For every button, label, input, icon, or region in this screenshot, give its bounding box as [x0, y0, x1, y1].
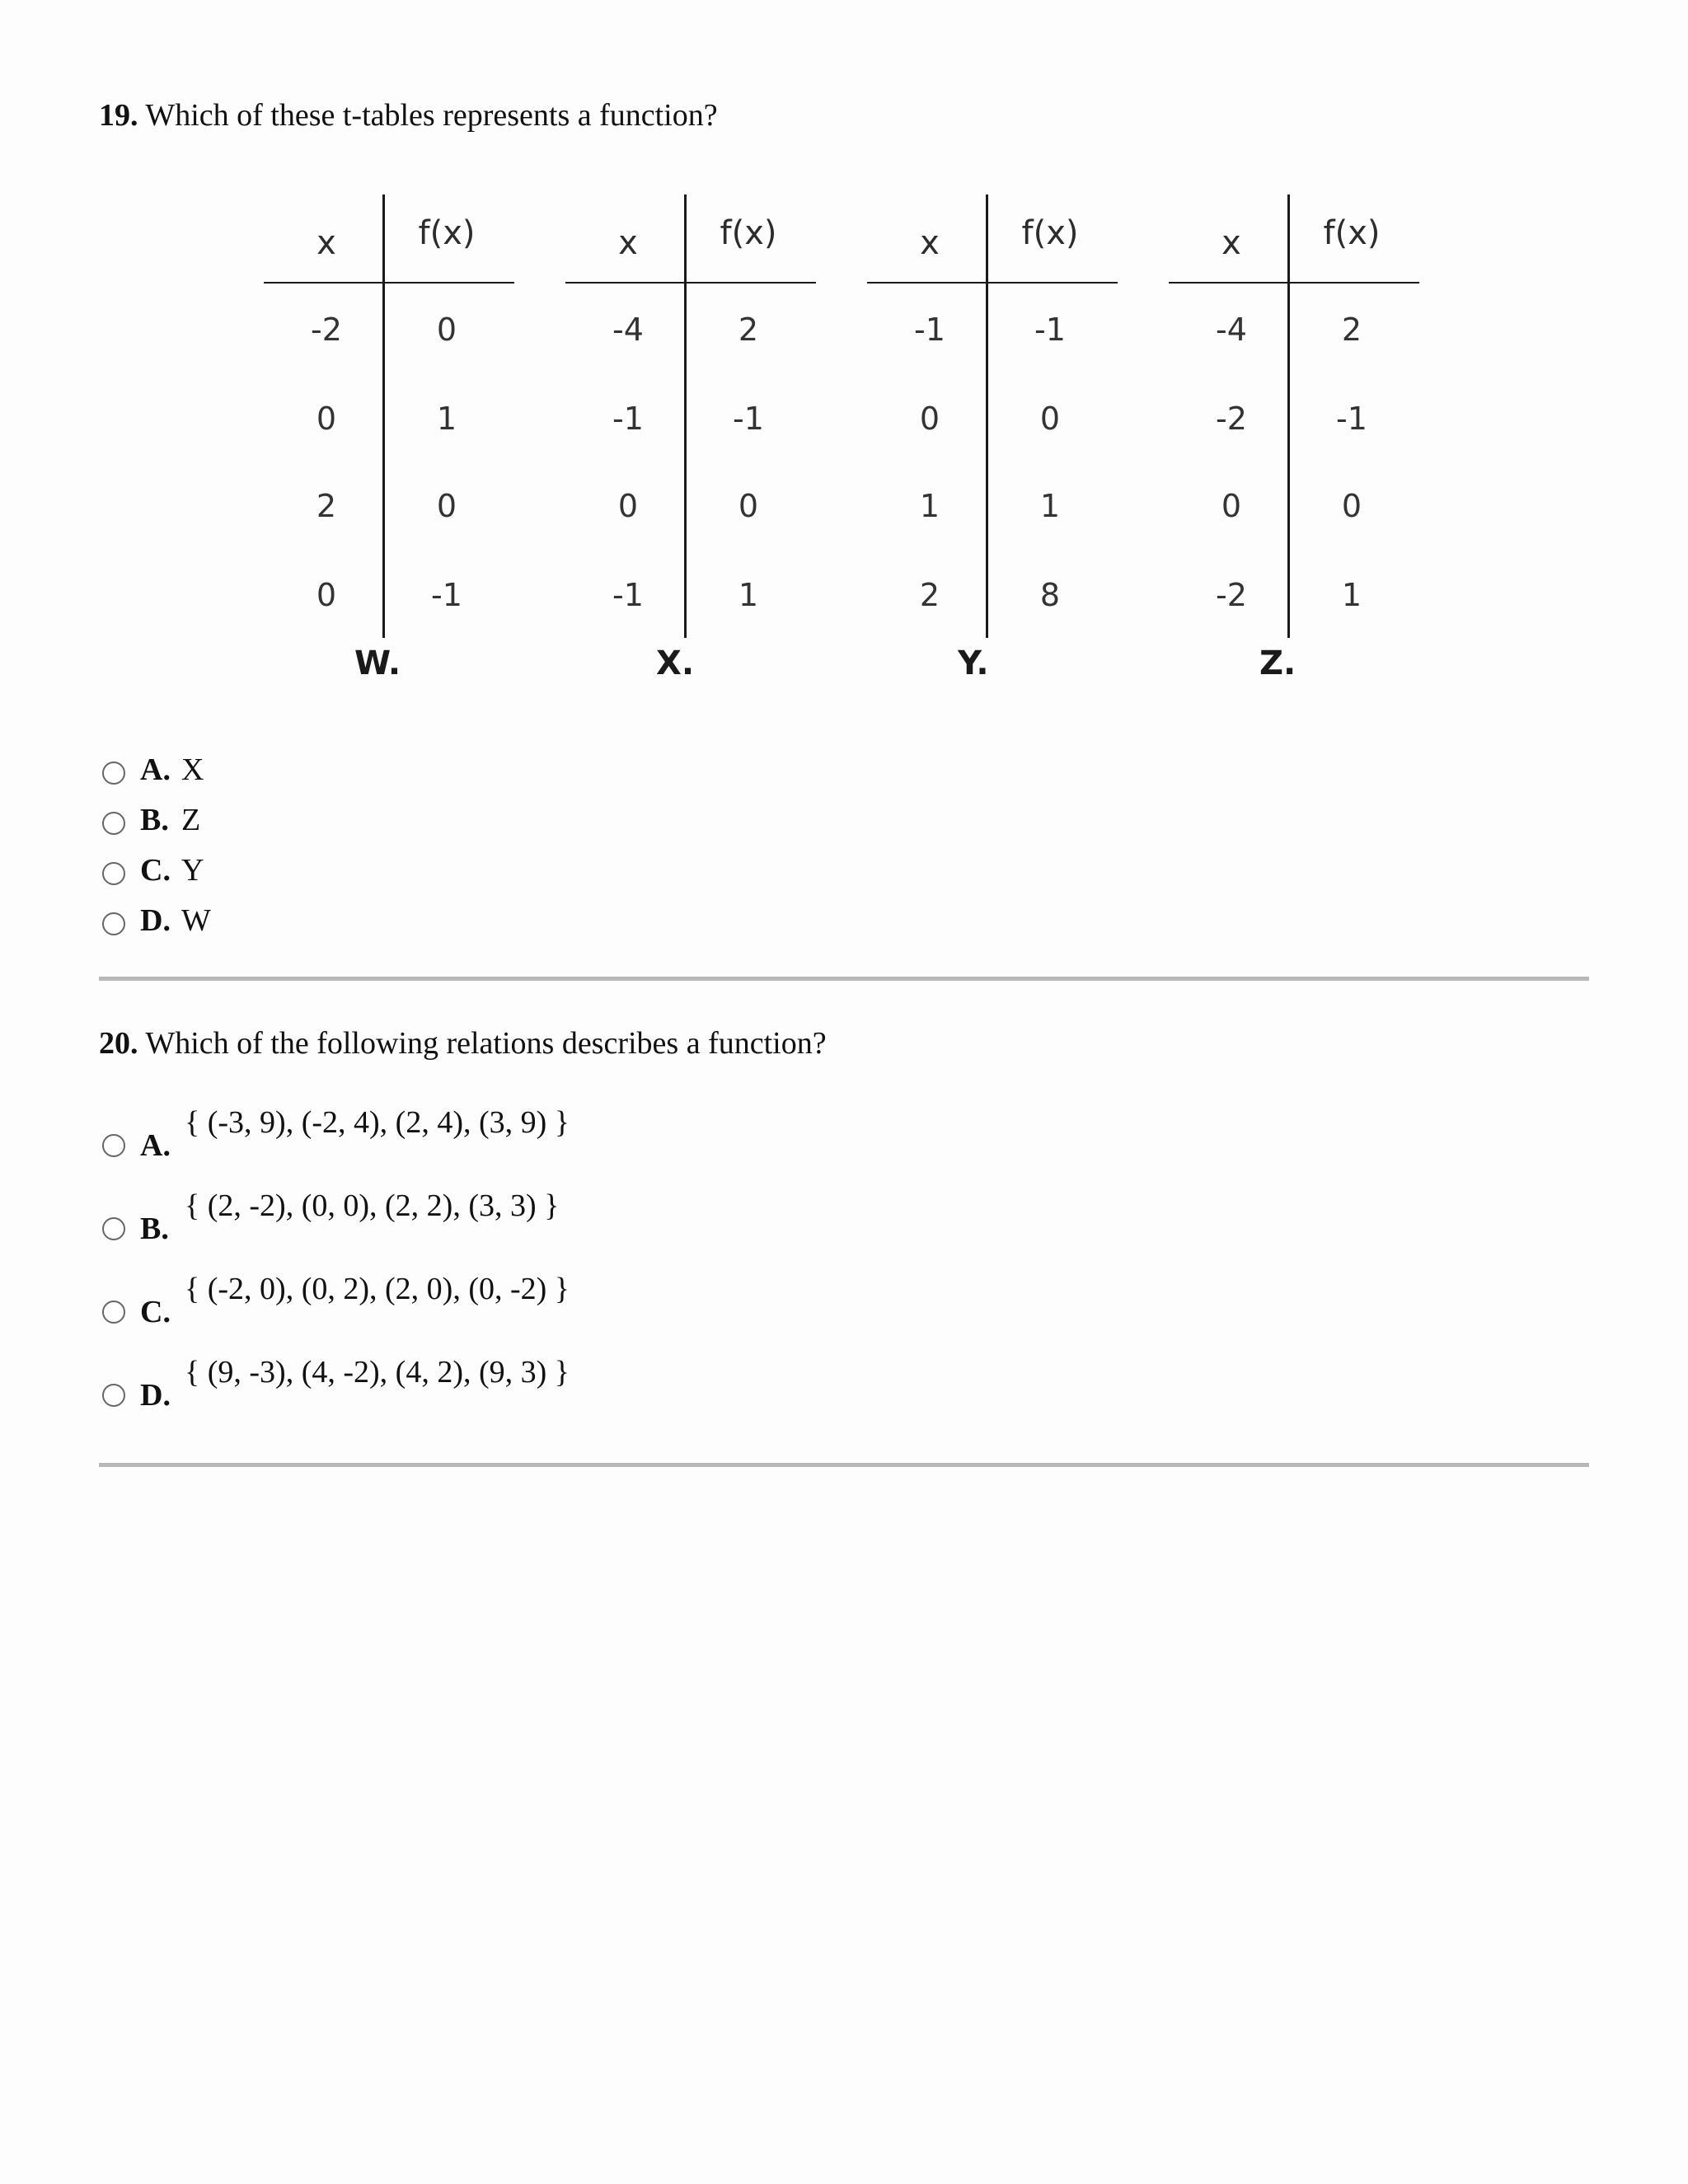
- t-table-cell: 0: [738, 488, 759, 524]
- t-table-cell: 2: [919, 577, 940, 613]
- choice-letter: A.: [140, 752, 171, 787]
- t-table-cell: -2: [1216, 401, 1247, 437]
- t-table-cell: -1: [914, 312, 945, 348]
- t-table-w: [264, 191, 519, 702]
- question-20-heading: [99, 1025, 827, 1062]
- t-table-horizontal-line: [565, 282, 816, 284]
- t-table-cell: 0: [1039, 401, 1061, 437]
- choice-letter: C.: [140, 853, 171, 888]
- radio-button[interactable]: [102, 912, 125, 935]
- t-table-cell: 2: [316, 488, 337, 524]
- t-table-cell: -1: [431, 577, 462, 613]
- choice-letter: D.: [140, 903, 171, 938]
- t-table-cell: -1: [733, 401, 764, 437]
- choice-text: { (9, -3), (4, -2), (4, 2), (9, 3) }: [185, 1355, 570, 1390]
- question-20-text: Which of the following relations describes a function?: [145, 1026, 827, 1061]
- t-table-cell: 0: [919, 401, 940, 437]
- t-table-cell: -4: [1216, 312, 1247, 348]
- t-table-cell: -1: [1034, 312, 1066, 348]
- choice-text: Y: [181, 853, 204, 888]
- t-table-cell: 2: [738, 312, 759, 348]
- t-table-x: [565, 191, 821, 702]
- choice-letter: B.: [140, 1212, 169, 1246]
- t-table-cell: 8: [1039, 577, 1061, 613]
- t-table-cell: 1: [1039, 488, 1061, 524]
- t-table-cell: 1: [738, 577, 759, 613]
- radio-button[interactable]: [102, 1217, 125, 1240]
- t-table-header-fx: f(x): [1021, 214, 1079, 252]
- t-table-header-x: x: [618, 224, 638, 262]
- choice-letter: A.: [140, 1128, 171, 1163]
- t-table-z: [1169, 191, 1424, 702]
- t-table-cell: 2: [1341, 312, 1362, 348]
- t-tables-figure: [264, 191, 1434, 702]
- t-table-cell: 0: [316, 577, 337, 613]
- radio-button[interactable]: [102, 812, 125, 835]
- radio-button[interactable]: [102, 1134, 125, 1157]
- question-20-number: 20.: [99, 1026, 138, 1061]
- t-table-header-fx: f(x): [1323, 214, 1381, 252]
- t-table-cell: 0: [1221, 488, 1242, 524]
- t-table-cell: 0: [436, 312, 457, 348]
- t-table-header-x: x: [1221, 224, 1241, 262]
- t-table-header-fx: f(x): [418, 214, 476, 252]
- radio-button[interactable]: [102, 862, 125, 885]
- t-table-header-fx: f(x): [720, 214, 777, 252]
- section-divider: [99, 1463, 1589, 1467]
- choice-text: W: [181, 903, 211, 938]
- t-table-cell: -4: [612, 312, 644, 348]
- section-divider: [99, 977, 1589, 981]
- choice-text: { (2, -2), (0, 0), (2, 2), (3, 3) }: [185, 1188, 560, 1223]
- t-table-cell: -2: [311, 312, 342, 348]
- radio-button[interactable]: [102, 1301, 125, 1324]
- choice-letter: B.: [140, 803, 169, 837]
- choice-text: X: [181, 752, 204, 787]
- choice-text: Z: [181, 803, 201, 837]
- t-table-header-x: x: [920, 224, 940, 262]
- t-table-cell: -1: [612, 577, 644, 613]
- t-table-horizontal-line: [264, 282, 514, 284]
- t-table-cell: 0: [316, 401, 337, 437]
- t-table-label: Z.: [1259, 644, 1296, 682]
- question-19-heading: [99, 97, 718, 134]
- t-table-header-x: x: [316, 224, 336, 262]
- question-19-text: Which of these t-tables represents a function?: [145, 98, 718, 133]
- t-table-cell: 0: [436, 488, 457, 524]
- t-table-cell: 1: [919, 488, 940, 524]
- choice-letter: D.: [140, 1378, 171, 1413]
- t-table-cell: -2: [1216, 577, 1247, 613]
- choice-text: { (-2, 0), (0, 2), (2, 0), (0, -2) }: [185, 1272, 570, 1306]
- t-table-label: W.: [354, 644, 401, 682]
- t-table-horizontal-line: [1169, 282, 1419, 284]
- t-table-cell: 0: [1341, 488, 1362, 524]
- t-table-y: [867, 191, 1123, 702]
- t-table-cell: 1: [436, 401, 457, 437]
- choice-text: { (-3, 9), (-2, 4), (2, 4), (3, 9) }: [185, 1105, 570, 1140]
- t-table-label: X.: [656, 644, 695, 682]
- t-table-cell: -1: [1336, 401, 1367, 437]
- t-table-cell: 0: [617, 488, 639, 524]
- radio-button[interactable]: [102, 762, 125, 785]
- choice-letter: C.: [140, 1295, 171, 1329]
- t-table-cell: 1: [1341, 577, 1362, 613]
- t-table-horizontal-line: [867, 282, 1118, 284]
- radio-button[interactable]: [102, 1384, 125, 1407]
- question-19-number: 19.: [99, 98, 138, 133]
- t-table-label: Y.: [958, 644, 989, 682]
- t-table-cell: -1: [612, 401, 644, 437]
